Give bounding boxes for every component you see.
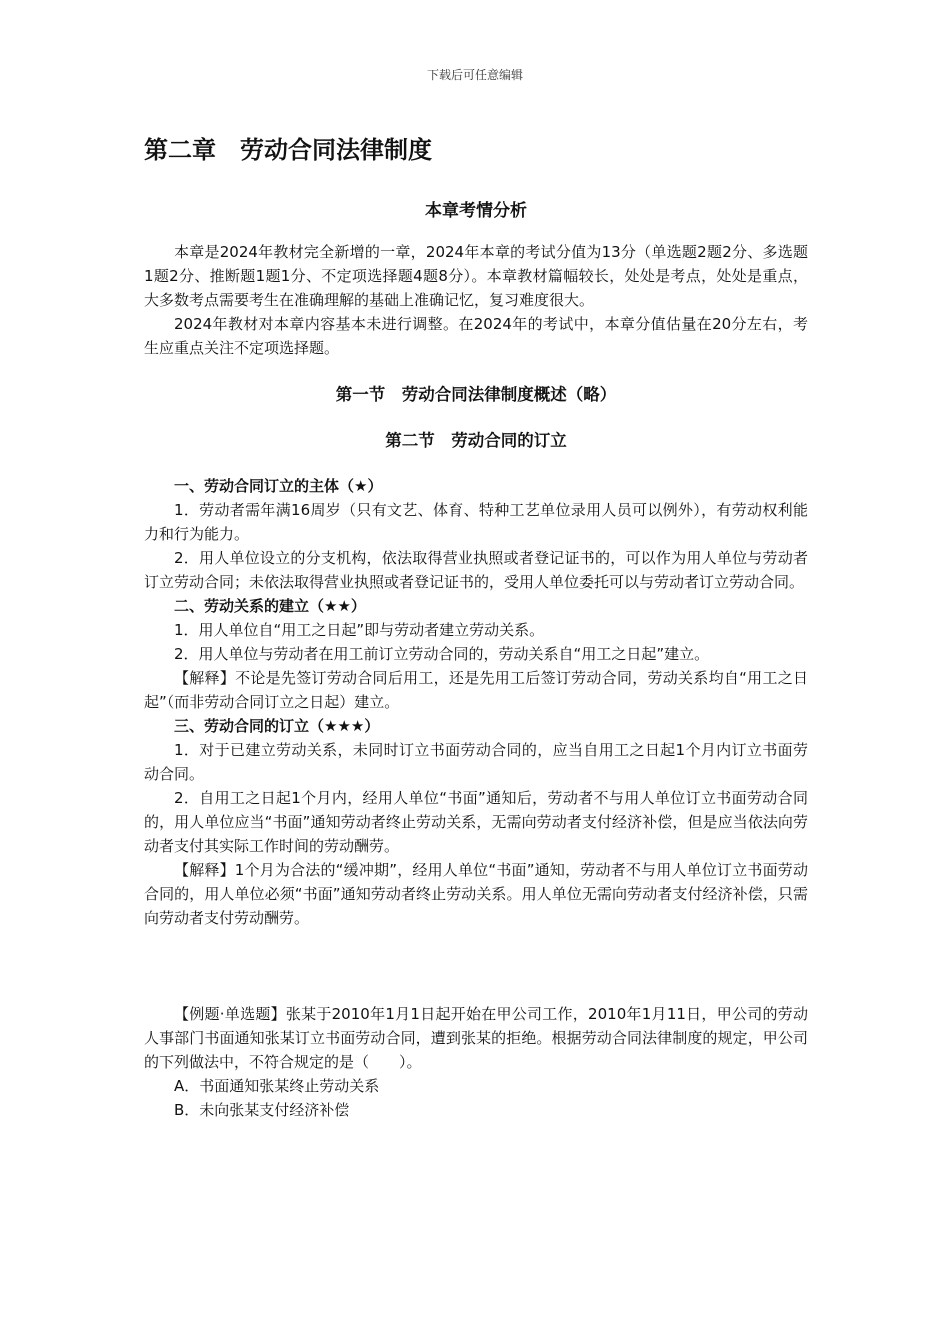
body-paragraph: 1．对于已建立劳动关系，未同时订立书面劳动合同的，应当自用工之日起1个月内订立书面劳动合同。 — [144, 741, 808, 783]
intro-paragraph: 2024年教材对本章内容基本未进行调整。在2024年的考试中，本章分值估量在20分左右，考生应重点关注不定项选择题。 — [144, 315, 808, 357]
sub-heading: 二、劳动关系的建立（★★） — [174, 597, 366, 615]
explanation-paragraph: 【解释】不论是先签订劳动合同后用工，还是先用工后签订劳动合同，劳动关系均自“用工之日起”（而非劳动合同订立之日起）建立。 — [144, 669, 808, 711]
analysis-title: 本章考情分析 — [425, 201, 527, 221]
spacer — [144, 930, 808, 1002]
body-paragraph: 2．用人单位设立的分支机构，依法取得营业执照或者登记证书的，可以作为用人单位与劳动者订立劳动合同；未依法取得营业执照或者登记证书的，受用人单位委托可以与劳动者订立劳动合同。 — [144, 549, 808, 591]
section-title: 第一节 劳动合同法律制度概述（略） — [335, 385, 617, 404]
example-option: A．书面通知张某终止劳动关系 — [174, 1077, 380, 1095]
section-title: 第二节 劳动合同的订立 — [385, 431, 567, 450]
chapter-title: 第二章 劳动合同法律制度 — [144, 136, 432, 164]
explanation-paragraph: 【解释】1个月为合法的“缓冲期”，经用人单位“书面”通知，劳动者不与用人单位订立书面劳动合同的，用人单位必须“书面”通知劳动者终止劳动关系。用人单位无需向劳动者支付经济补偿，只需向劳动者支付劳动酬劳。 — [144, 861, 808, 927]
document-content — [144, 128, 808, 1122]
body-paragraph: 1．用人单位自“用工之日起”即与劳动者建立劳动关系。 — [174, 621, 545, 639]
example-option: B．未向张某支付经济补偿 — [174, 1101, 350, 1119]
header-note: 下载后可任意编辑 — [426, 68, 523, 82]
sub-heading: 三、劳动合同的订立（★★★） — [174, 717, 380, 735]
example-question: 【例题·单选题】张某于2010年1月1日起开始在甲公司工作，2010年1月11日，甲公司的劳动人事部门书面通知张某订立书面劳动合同，遭到张某的拒绝。根据劳动合同法律制度的规定，甲公司的下列做法中，不符合规定的是（ ）。 — [144, 1005, 808, 1071]
body-paragraph: 2．用人单位与劳动者在用工前订立劳动合同的，劳动关系自“用工之日起”建立。 — [174, 645, 710, 663]
body-paragraph: 2．自用工之日起1个月内，经用人单位“书面”通知后，劳动者不与用人单位订立书面劳动合同的，用人单位应当“书面”通知劳动者终止劳动关系，无需向劳动者支付经济补偿，但是应当依法向劳动者支付其实际工作时间的劳动酬劳。 — [144, 789, 808, 855]
body-paragraph: 1．劳动者需年满16周岁（只有文艺、体育、特种工艺单位录用人员可以例外），有劳动权利能力和行为能力。 — [144, 501, 808, 543]
sub-heading: 一、劳动合同订立的主体（★） — [174, 477, 383, 495]
intro-paragraph: 本章是2024年教材完全新增的一章，2024年本章的考试分值为13分（单选题2题2分、多选题1题2分、推断题1题1分、不定项选择题4题8分）。本章教材篇幅较长，处处是考点，处处是重点，大多数考点需要考生在准确理解的基础上准确记忆，复习难度很大。 — [144, 243, 808, 309]
